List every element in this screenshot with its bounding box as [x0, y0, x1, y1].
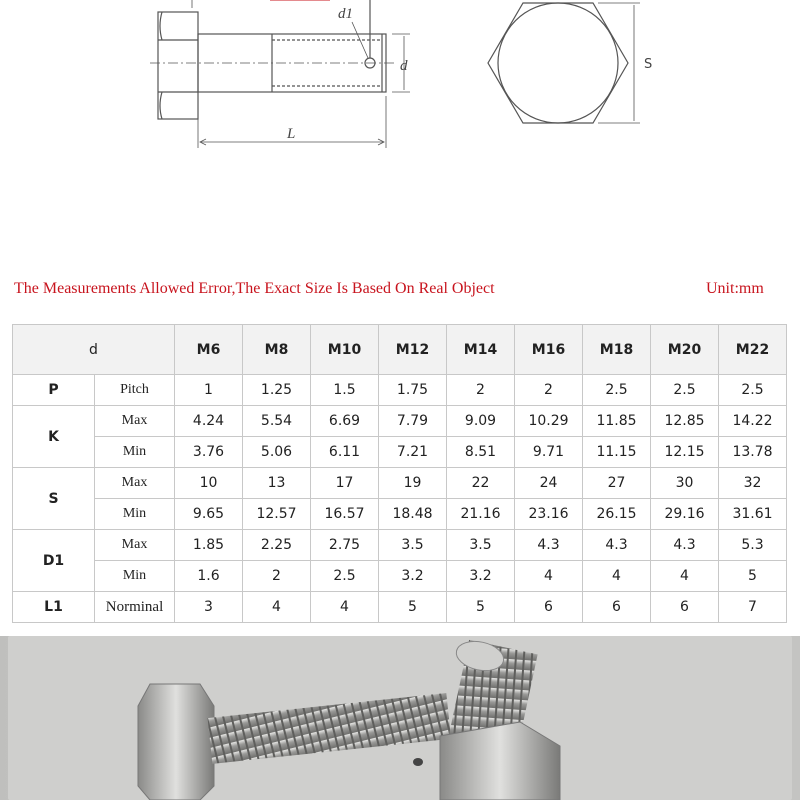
- table-row: [13, 499, 787, 530]
- value-cell: 4: [651, 561, 719, 592]
- row-label: Max: [95, 530, 175, 561]
- value-cell: 4: [515, 561, 583, 592]
- value-cell: 4.3: [515, 530, 583, 561]
- value-cell: 9.09: [447, 406, 515, 437]
- value-cell: 14.22: [719, 406, 787, 437]
- row-label: Max: [95, 406, 175, 437]
- value-cell: 4: [243, 592, 311, 623]
- size-header-m18: M18: [583, 325, 651, 375]
- value-cell: 2: [515, 375, 583, 406]
- value-cell: 19: [379, 468, 447, 499]
- value-cell: 1.85: [175, 530, 243, 561]
- row-label: Min: [95, 499, 175, 530]
- value-cell: 5: [379, 592, 447, 623]
- value-cell: 4.3: [583, 530, 651, 561]
- value-cell: 13: [243, 468, 311, 499]
- param-name-k: K: [13, 406, 95, 468]
- value-cell: 6.11: [311, 437, 379, 468]
- value-cell: 5.54: [243, 406, 311, 437]
- row-label: Max: [95, 468, 175, 499]
- value-cell: 4.24: [175, 406, 243, 437]
- value-cell: 11.15: [583, 437, 651, 468]
- row-label: Pitch: [95, 375, 175, 406]
- bolt-side-view: [150, 0, 410, 148]
- row-label: Norminal: [95, 592, 175, 623]
- value-cell: 6.69: [311, 406, 379, 437]
- value-cell: 27: [583, 468, 651, 499]
- param-name-p: P: [13, 375, 95, 406]
- value-cell: 2: [447, 375, 515, 406]
- value-cell: 16.57: [311, 499, 379, 530]
- value-cell: 29.16: [651, 499, 719, 530]
- size-header-m12: M12: [379, 325, 447, 375]
- value-cell: 3.2: [379, 561, 447, 592]
- unit-label: Unit:mm: [706, 280, 764, 297]
- value-cell: 5.3: [719, 530, 787, 561]
- size-header-m14: M14: [447, 325, 515, 375]
- size-header-m10: M10: [311, 325, 379, 375]
- value-cell: 4: [583, 561, 651, 592]
- value-cell: 3.76: [175, 437, 243, 468]
- value-cell: 5.06: [243, 437, 311, 468]
- value-cell: 21.16: [447, 499, 515, 530]
- value-cell: 7.79: [379, 406, 447, 437]
- size-header-m6: M6: [175, 325, 243, 375]
- value-cell: 31.61: [719, 499, 787, 530]
- value-cell: 24: [515, 468, 583, 499]
- value-cell: 1.5: [311, 375, 379, 406]
- value-cell: 12.57: [243, 499, 311, 530]
- table-row: [13, 437, 787, 468]
- value-cell: 23.16: [515, 499, 583, 530]
- value-cell: 32: [719, 468, 787, 499]
- param-name-s: S: [13, 468, 95, 530]
- label-d1: d1: [338, 6, 353, 22]
- value-cell: 5: [447, 592, 515, 623]
- table-row: [13, 406, 787, 437]
- label-S: S: [644, 57, 653, 72]
- size-header-m20: M20: [651, 325, 719, 375]
- value-cell: 17: [311, 468, 379, 499]
- value-cell: 2.5: [719, 375, 787, 406]
- value-cell: 13.78: [719, 437, 787, 468]
- value-cell: 10: [175, 468, 243, 499]
- table-row: [13, 468, 787, 499]
- value-cell: 18.48: [379, 499, 447, 530]
- table-header-row: [13, 325, 787, 375]
- bolts-photo: [0, 636, 800, 800]
- value-cell: 6: [651, 592, 719, 623]
- value-cell: 3.5: [379, 530, 447, 561]
- value-cell: 1.25: [243, 375, 311, 406]
- table-row: [13, 375, 787, 406]
- size-header-m22: M22: [719, 325, 787, 375]
- value-cell: 3.2: [447, 561, 515, 592]
- value-cell: 1.6: [175, 561, 243, 592]
- bolt-end-view: [488, 3, 640, 123]
- value-cell: 2: [243, 561, 311, 592]
- value-cell: 10.29: [515, 406, 583, 437]
- value-cell: 1.75: [379, 375, 447, 406]
- value-cell: 3.5: [447, 530, 515, 561]
- value-cell: 9.65: [175, 499, 243, 530]
- value-cell: 2.5: [583, 375, 651, 406]
- value-cell: 3: [175, 592, 243, 623]
- value-cell: 12.15: [651, 437, 719, 468]
- value-cell: 22: [447, 468, 515, 499]
- table-row: [13, 592, 787, 623]
- value-cell: 2.25: [243, 530, 311, 561]
- value-cell: 1: [175, 375, 243, 406]
- table-row: [13, 530, 787, 561]
- technical-drawing: [0, 0, 800, 250]
- table-row: [13, 561, 787, 592]
- value-cell: 8.51: [447, 437, 515, 468]
- value-cell: 2.5: [651, 375, 719, 406]
- header-corner: d: [13, 325, 175, 375]
- value-cell: 4: [311, 592, 379, 623]
- value-cell: 4.3: [651, 530, 719, 561]
- value-cell: 2.75: [311, 530, 379, 561]
- value-cell: 5: [719, 561, 787, 592]
- value-cell: 2.5: [311, 561, 379, 592]
- value-cell: 12.85: [651, 406, 719, 437]
- value-cell: 26.15: [583, 499, 651, 530]
- label-d: d: [400, 58, 408, 74]
- value-cell: 30: [651, 468, 719, 499]
- row-label: Min: [95, 561, 175, 592]
- value-cell: 6: [515, 592, 583, 623]
- spec-table: [12, 324, 787, 623]
- param-name-l1: L1: [13, 592, 95, 623]
- value-cell: 11.85: [583, 406, 651, 437]
- size-header-m16: M16: [515, 325, 583, 375]
- row-label: Min: [95, 437, 175, 468]
- param-name-d1: D1: [13, 530, 95, 592]
- size-header-m8: M8: [243, 325, 311, 375]
- label-L: L: [287, 126, 296, 142]
- value-cell: 7: [719, 592, 787, 623]
- value-cell: 7.21: [379, 437, 447, 468]
- value-cell: 6: [583, 592, 651, 623]
- measurement-note: The Measurements Allowed Error,The Exact Size Is Based On Real Object: [14, 280, 495, 297]
- value-cell: 9.71: [515, 437, 583, 468]
